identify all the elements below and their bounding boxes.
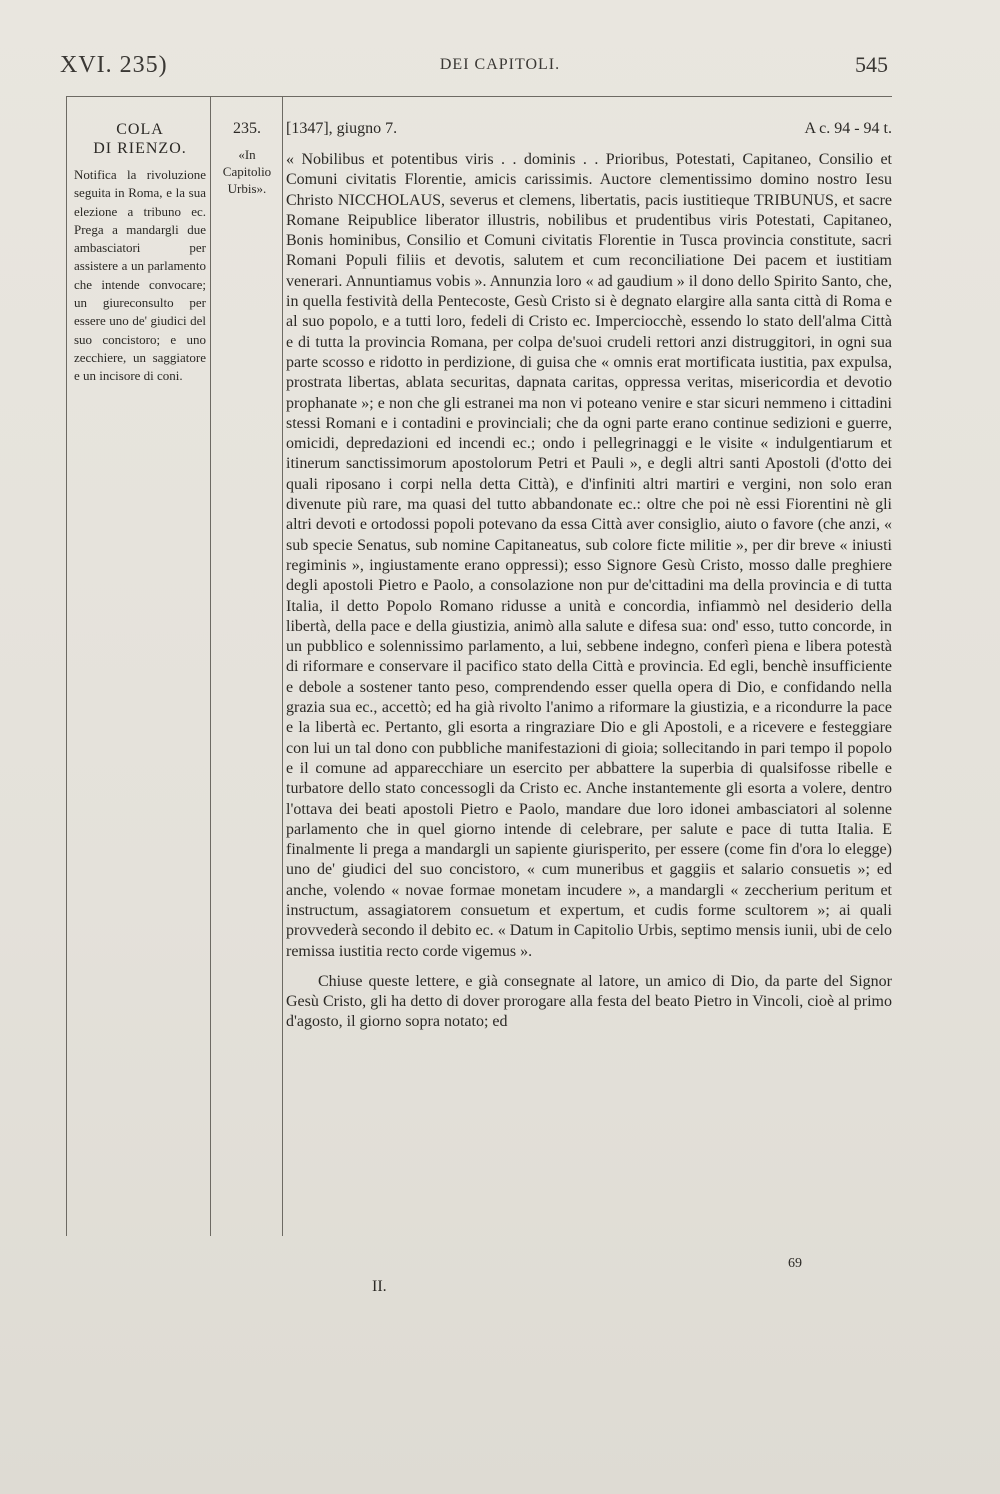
entry-location: «In Capitolio Urbis». xyxy=(222,147,272,196)
number-column xyxy=(214,120,280,197)
entry-heading xyxy=(286,120,892,144)
margin-name: COLA DI RIENZO. xyxy=(93,121,187,157)
column-rule-left xyxy=(66,96,67,1236)
page-number: 545 xyxy=(855,52,888,77)
margin-summary: Notifica la rivoluzione seguita in Roma, e la sua elezione a tribuno ec. Prega a mandargli due ambasciatori per assistere a un parlamento che intende convocare; un giureconsulto per essere uno de' giudici del suo concistoro; e uno zecchiere, un saggiatore e un incisore di coni. xyxy=(74,167,206,384)
entry-number: 235. xyxy=(233,120,261,137)
margin-column xyxy=(70,120,210,386)
entry-date: [1347], giugno 7. xyxy=(286,120,398,137)
sheet-number: 69 xyxy=(788,1256,802,1271)
header-rule xyxy=(66,96,892,97)
entry-text: « Nobilibus et potentibus viris . . dominis . . Prioribus, Potestati, Capitaneo, Consilio et Comuni civitatis Florentie, amicis carissimis. Auctore clementissimo domino nostro Iesu Christo NICCHOLAUS, severus et clemens, libertatis, pacis iustitieque TRIBUNUS, et sacre Romane Reipublice liberator illustris, nobilibus et prudentibus viris Potestati, Capitaneo, Bonis hominibus, Consilio et Comuni civitatis Florentie in Tusca provincia constitute, sacri Romani Populi filiis et devotis, salutem et cum reconciliatione Dei pacem et iustitiam venerari. Annuntiamus vobis ». Annunzia loro « ad gaudium » il dono dello Spirito Santo, che, in quella festività della Pentecoste, Gesù Cristo si è degnato elargire alla santa città di Roma e al suo popolo, e a tutti loro, fedeli di Cristo ec. Imperciocchè, essendo lo stato dell'alma Città e di tutta la provincia Romana, per colpa de'suoi crudeli rettori anzi distruggitori, in ogni sua parte scosso e ridotto in perdizione, di guisa che « omnis erat mortificata iustitia, pax expulsa, prostrata libertas, ablata securitas, dapnata caritas, oppressa veritas, misericordia et devotio prophanate »; e non che gli estranei ma non vi poteano venire e star sicuri nemmeno i cittadini stessi Romani e i contadini e provinciali; che da ogni parte erano continue sedizioni e guerre, omicidi, depredazioni ed incendi ec.; ondo i pellegrinaggi e le visite « indulgentiarum et itinerum sanctissimorum apostolorum Petri et Pauli », e degli altri santi Apostoli (d'otto dei quali riposano i corpi nella detta Città), e d'infiniti altri martiri e vergini, non solo eran divenute più rare, ma quasi del tutto abbandonate ec.: oltre che poi nè essi Fiorentini nè gli altri devoti e ortodossi popoli potevano da essa Città aver consiglio, aiuto o favore (che anzi, « sub specie Senatus, sub nomine Capitaneatus, sub colore ficte militie », per dir breve « iniusti regiminis », ingiustamente erano oppressi); esso Signore Gesù Cristo, mosso dalle preghiere degli apostoli Pietro e Paolo, a consolazione non pur de'cittadini ma della provincia e di tutta Italia, il detto Popolo Romano ridusse a unità e concordia, infiammò nel desiderio della libertà, della pace e della giustizia, animò alla salute e difesa sua: ond' esso, tutto concorde, in un pubblico e solennissimo parlamento, a lui, sebbene indegno, conferì piena e libera potestà di riformare e conservare il pacifico stato della Città e provincia. Ed egli, benchè insufficiente e debole a sostener tanto peso, comprendendo esser quella opera di Dio, e confidando nella grazia sua ec., accettò; ed ha già rivolto l'animo a riformare la giustizia, e a ricondurre la pace e la libertà ec. Pertanto, gli esorta a ringraziare Dio e gli Apostoli, e a ricevere e festeggiare con lui un tal dono con pubbliche manifestazioni di gioia; sollecitando in pari tempo il popolo e il comune ad apparecchiare un esercito per abbattere la superbia di qualsifosse ribelle e turbatore dello stato concessogli da Cristo ec. Anche instantemente gli esorta a volere, dentro l'ottava dei beati apostoli Pietro e Paolo, mandare due loro idonei ambasciatori al solenne parlamento che in quel giorno intende di celebrare, per salute e pace di tutta Italia. E finalmente li prega a mandargli un sapiente giurisperito, per essere (come fin d'ora lo elegge) uno de' giudici del suo concistoro, « cum muneribus et gaggiis et salario consuetis »; ed anche, volendo « novae formae monetam incudere », a mandargli « zeccherium peritum et instructum, assagiatorem consuetum et expertum, et cudis forme scultorem »; ai quali provvederà secondo il debito ec. « Datum in Capitolio Urbis, septimo mensis iunii, ubi de celo remissa iustitia recto corde vigemus ». xyxy=(286,151,892,960)
main-column xyxy=(286,120,892,1033)
column-rule-margin xyxy=(210,96,211,1236)
entry-text-continuation: Chiuse queste lettere, e già consegnate al latore, un amico di Dio, da parte del Signor Gesù Cristo, gli ha detto di dover prorogare alla festa del beato Pietro in Vincoli, cioè al primo d'agosto, il giorno sopra notato; ed xyxy=(286,972,892,1031)
signature-mark: II. xyxy=(372,1278,387,1295)
column-rule-number xyxy=(282,96,283,1236)
entry-folio: A c. 94 - 94 t. xyxy=(804,120,892,137)
running-head-title: DEI CAPITOLI. xyxy=(439,56,561,73)
running-head-left: XVI. 235) xyxy=(60,52,168,78)
